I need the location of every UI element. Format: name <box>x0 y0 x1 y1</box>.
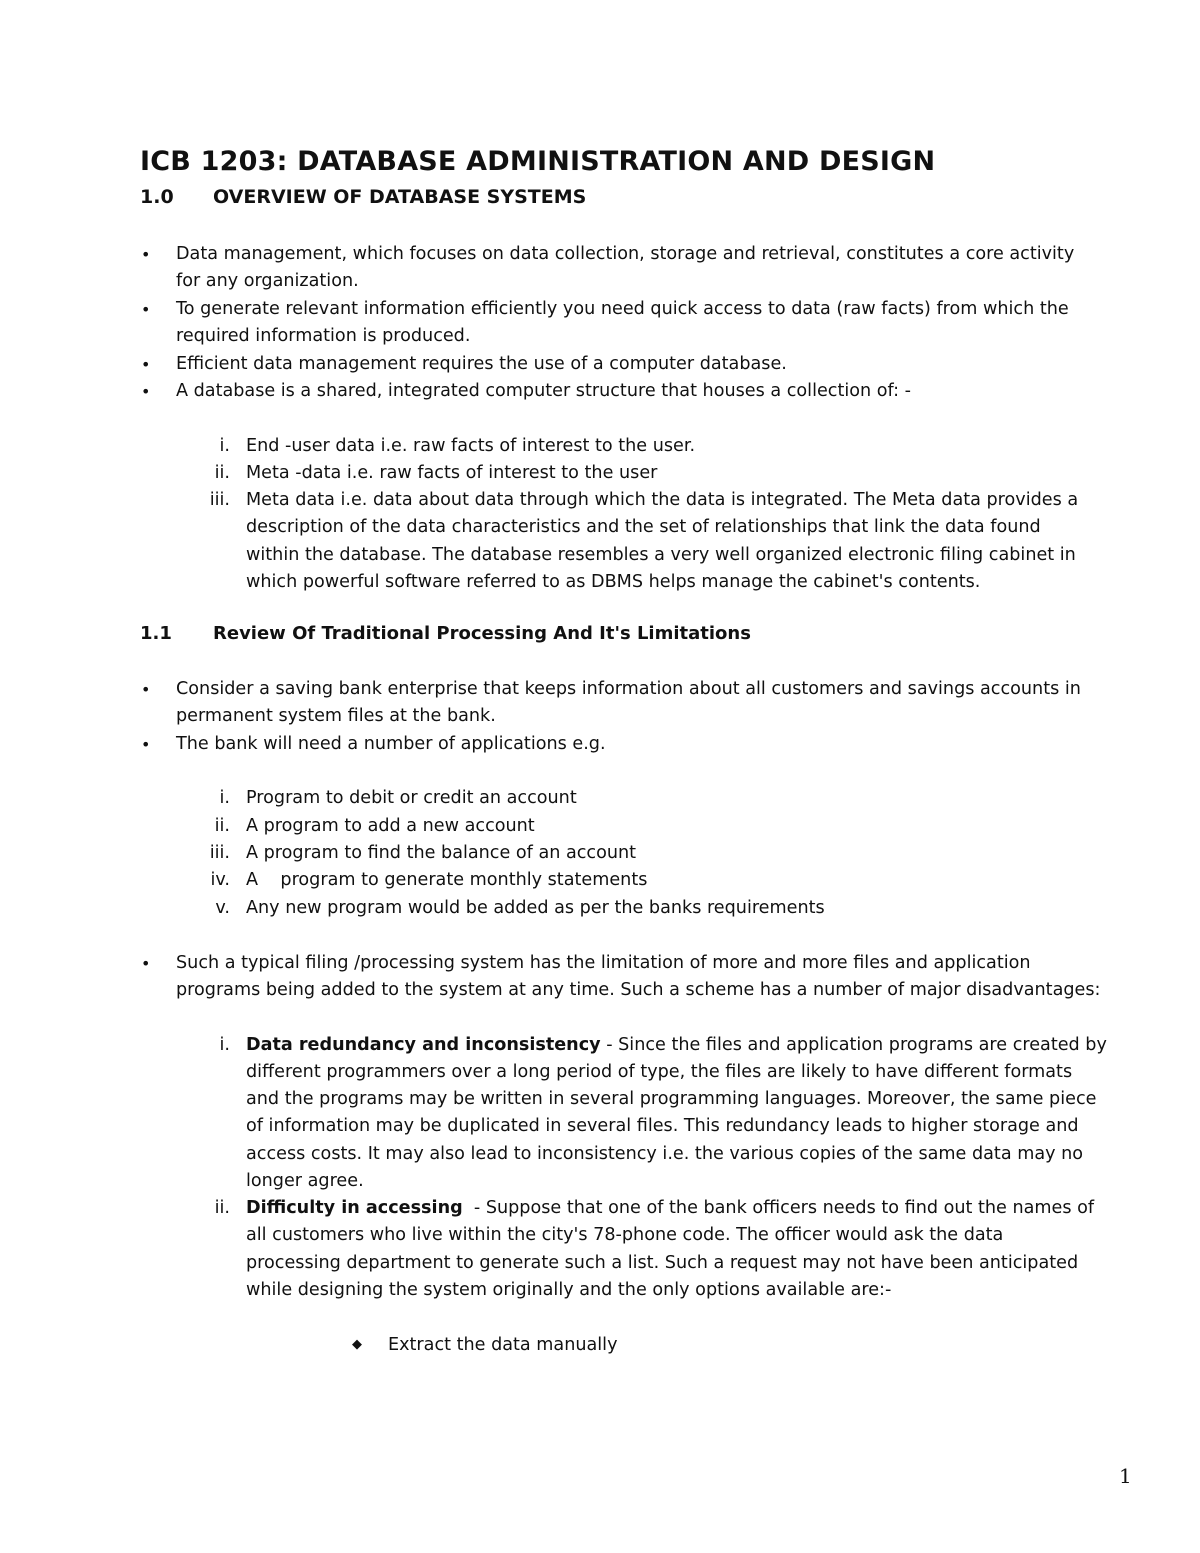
bullet-text: Efficient data management requires the use of a computer database. <box>176 354 787 374</box>
bullet-icon: • <box>141 245 151 264</box>
list-number: i. <box>219 436 230 456</box>
bullet-icon: • <box>141 735 151 754</box>
list-number: iii. <box>209 843 230 863</box>
list-item: A program to add a new account <box>246 816 535 836</box>
bullet-icon: • <box>141 355 151 374</box>
list-item: all customers who live within the city's 78-phone code. The officer would ask the data <box>246 1225 1004 1245</box>
bullet-text: required information is produced. <box>176 326 471 346</box>
section-title: OVERVIEW OF DATABASE SYSTEMS <box>213 186 587 208</box>
list-item: which powerful software referred to as DBMS helps manage the cabinet's contents. <box>246 572 981 592</box>
list-number: i. <box>219 1035 230 1055</box>
list-number: ii. <box>214 1198 230 1218</box>
page-number: 1 <box>1119 1464 1132 1488</box>
term-bold: Difficulty in accessing <box>246 1198 463 1218</box>
bullet-text: A database is a shared, integrated computer structure that houses a collection of: - <box>176 381 911 401</box>
bullet-text: The bank will need a number of applications e.g. <box>176 734 606 754</box>
list-item: within the database. The database resembles a very well organized electronic filing cabinet in <box>246 545 1076 565</box>
list-item-text: - Since the files and application programs are created by <box>600 1035 1107 1055</box>
list-item: Any new program would be added as per the banks requirements <box>246 898 825 918</box>
section-number: 1.0 <box>140 186 174 208</box>
diamond-bullet-icon: ◆ <box>352 1337 362 1352</box>
list-item: processing department to generate such a list. Such a request may not have been anticipated <box>246 1253 1079 1273</box>
list-number: iv. <box>210 870 230 890</box>
section-number: 1.1 <box>140 623 172 644</box>
bullet-text: programs being added to the system at any time. Such a scheme has a number of major disadvantages: <box>176 980 1101 1000</box>
list-item: A program to generate monthly statements <box>246 870 648 890</box>
list-item: of information may be duplicated in several files. This redundancy leads to higher storage and <box>246 1116 1079 1136</box>
list-number: ii. <box>214 816 230 836</box>
list-item: description of the data characteristics and the set of relationships that link the data found <box>246 517 1041 537</box>
bullet-icon: • <box>141 382 151 401</box>
bullet-text: Such a typical filing /processing system has the limitation of more and more files and application <box>176 953 1031 973</box>
section-title: Review Of Traditional Processing And It's Limitations <box>213 623 751 644</box>
list-number: i. <box>219 788 230 808</box>
list-item: different programmers over a long period of type, the files are likely to have different formats <box>246 1062 1073 1082</box>
bullet-text: Data management, which focuses on data collection, storage and retrieval, constitutes a core activity <box>176 244 1075 264</box>
sub-bullet-text: Extract the data manually <box>388 1335 618 1355</box>
bullet-icon: • <box>141 954 151 973</box>
bullet-text: Consider a saving bank enterprise that keeps information about all customers and savings accounts in <box>176 679 1081 699</box>
list-item: and the programs may be written in several programming languages. Moreover, the same piece <box>246 1089 1097 1109</box>
list-item: End -user data i.e. raw facts of interest to the user. <box>246 436 696 456</box>
list-item: Meta data i.e. data about data through which the data is integrated. The Meta data provides a <box>246 490 1079 510</box>
bullet-text: permanent system files at the bank. <box>176 706 496 726</box>
list-item: Meta -data i.e. raw facts of interest to the user <box>246 463 658 483</box>
list-number: v. <box>215 898 230 918</box>
list-item: longer agree. <box>246 1171 364 1191</box>
list-item: Program to debit or credit an account <box>246 788 577 808</box>
bullet-icon: • <box>141 300 151 319</box>
list-item <box>246 1195 1094 1222</box>
list-number: iii. <box>209 490 230 510</box>
list-item-text: - Suppose that one of the bank officers needs to find out the names of <box>462 1198 1095 1218</box>
bullet-text: for any organization. <box>176 271 359 291</box>
bullet-icon: • <box>141 680 151 699</box>
list-item: while designing the system originally and the only options available are:- <box>246 1280 892 1300</box>
list-item <box>246 1032 1107 1059</box>
list-number: ii. <box>214 463 230 483</box>
term-bold: Data redundancy and inconsistency <box>246 1035 601 1055</box>
document-title: ICB 1203: DATABASE ADMINISTRATION AND DESIGN <box>140 146 936 177</box>
bullet-text: To generate relevant information efficiently you need quick access to data (raw facts) from which the <box>176 299 1069 319</box>
list-item: access costs. It may also lead to inconsistency i.e. the various copies of the same data may no <box>246 1144 1084 1164</box>
list-item: A program to find the balance of an account <box>246 843 637 863</box>
